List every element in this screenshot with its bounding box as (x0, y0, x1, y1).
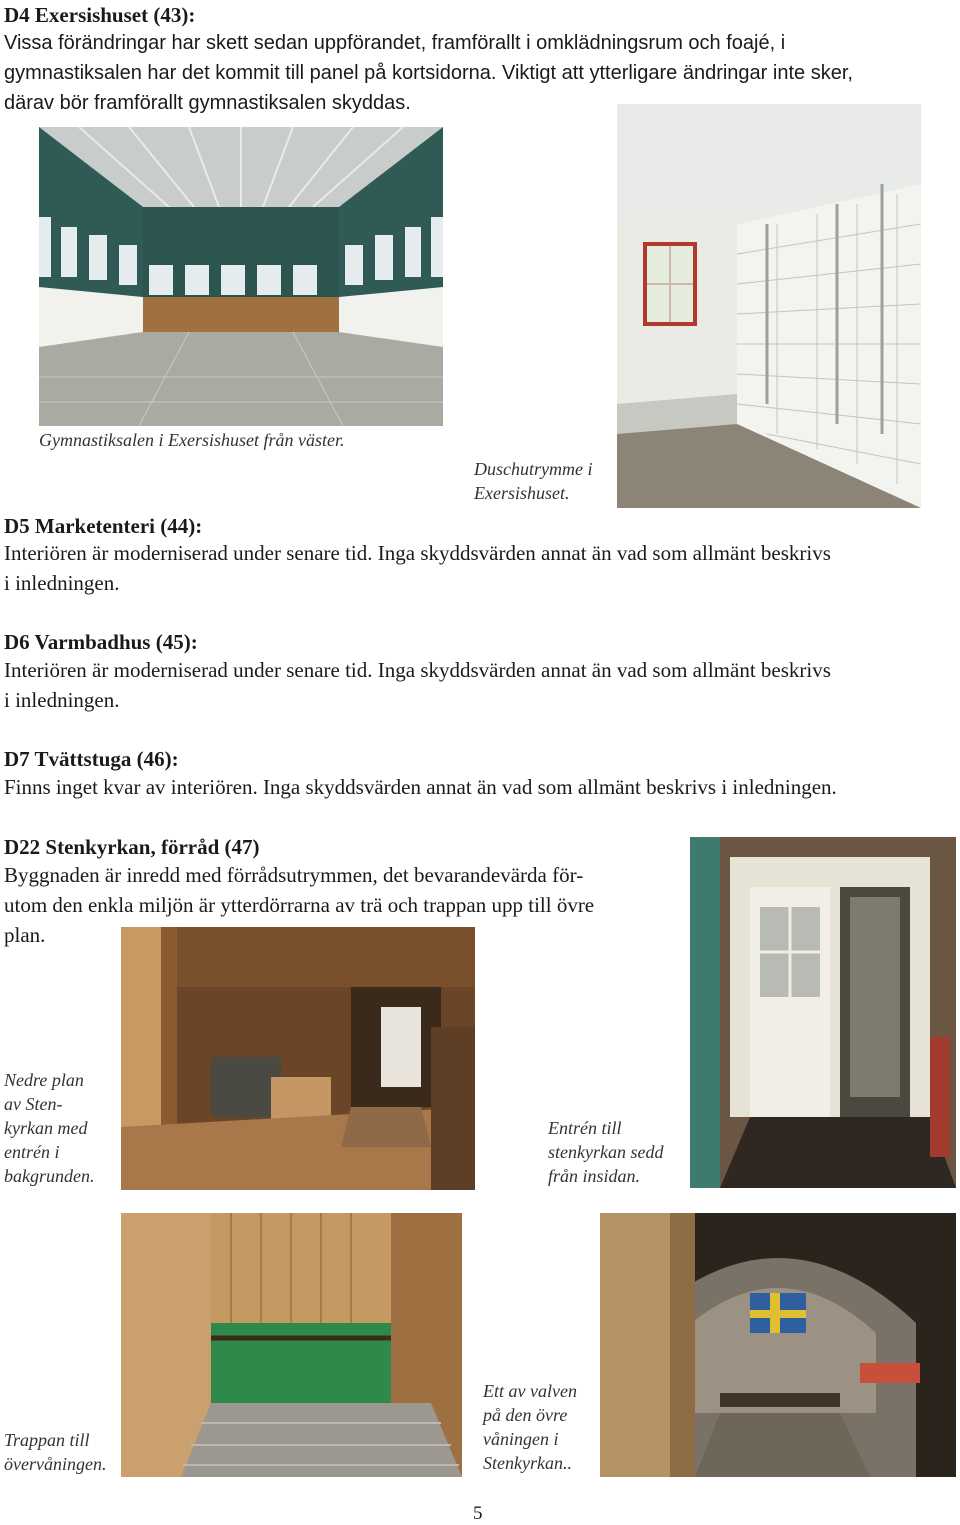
stairs-photo (121, 1213, 462, 1477)
gym-caption: Gymnastiksalen i Exersishuset från väster. (39, 430, 345, 450)
vault-caption-line: på den övre (483, 1405, 568, 1425)
d6-paragraph (4, 655, 959, 715)
d5-line: Interiören är moderniserad under senare tid. Inga skyddsvärden annat än vad som allmänt beskrivs (4, 541, 831, 565)
lower-floor-photo (121, 927, 475, 1190)
lower-floor-caption-line: entrén i (4, 1142, 60, 1162)
lower-floor-caption-line: kyrkan med (4, 1118, 88, 1138)
vault-caption-line: Stenkyrkan.. (483, 1453, 572, 1473)
entrance-photo (690, 837, 956, 1188)
gymnastics-hall-photo (39, 127, 443, 426)
lower-floor-caption-line: av Sten- (4, 1094, 63, 1114)
d22-line: plan. (4, 923, 46, 947)
d7-line: Finns inget kvar av interiören. Inga skyddsvärden annat än vad som allmänt beskrivs i inledningen. (4, 775, 837, 799)
vault-photo (600, 1213, 956, 1477)
stairs-caption-line: Trappan till (4, 1430, 90, 1450)
entrance-caption-line: stenkyrkan sedd (548, 1142, 664, 1162)
d4-line: därav bör framförallt gymnastiksalen skyddas. (4, 92, 411, 114)
d6-heading: D6 Varmbadhus (45): (4, 630, 198, 654)
shower-caption-line: Duschutrymme i (474, 459, 593, 479)
d4-heading: D4 Exersishuset (43): (4, 3, 196, 27)
d22-heading: D22 Stenkyrkan, förråd (47) (4, 835, 260, 859)
d6-line: i inledningen. (4, 688, 120, 712)
d6-line: Interiören är moderniserad under senare tid. Inga skyddsvärden annat än vad som allmänt beskrivs (4, 658, 831, 682)
entrance-caption-line: från insidan. (548, 1166, 641, 1186)
d5-heading: D5 Marketenteri (44): (4, 514, 203, 538)
entrance-caption (548, 1116, 663, 1188)
shower-room-photo (617, 104, 921, 508)
shower-caption-line: Exersishuset. (474, 483, 570, 503)
vault-caption-line: våningen i (483, 1429, 559, 1449)
lower-floor-caption-line: Nedre plan (4, 1070, 84, 1090)
vault-caption-line: Ett av valven (483, 1381, 577, 1401)
d22-line: utom den enkla miljön är ytterdörrarna av trä och trappan upp till övre (4, 893, 595, 917)
page-number: 5 (473, 1503, 483, 1524)
entrance-caption-line: Entrén till (548, 1118, 622, 1138)
d4-line: Vissa förändringar har skett sedan uppförandet, framförallt i omklädningsrum och foajé, i (4, 32, 786, 54)
shower-caption (474, 457, 592, 505)
lower-floor-caption (4, 1068, 94, 1188)
stairs-caption (4, 1428, 106, 1476)
d22-line: Byggnaden är inredd med förrådsutrymmen, det bevarandevärda för- (4, 863, 584, 887)
lower-floor-caption-line: bakgrunden. (4, 1166, 95, 1186)
d5-line: i inledningen. (4, 571, 120, 595)
d5-paragraph (4, 538, 959, 598)
stairs-caption-line: övervåningen. (4, 1454, 107, 1474)
vault-caption (483, 1379, 577, 1475)
d7-heading: D7 Tvättstuga (46): (4, 747, 179, 771)
d7-paragraph (4, 772, 959, 802)
d4-line: gymnastiksalen har det kommit till panel på kortsidorna. Viktigt att ytterligare ändringar inte sker, (4, 62, 853, 84)
